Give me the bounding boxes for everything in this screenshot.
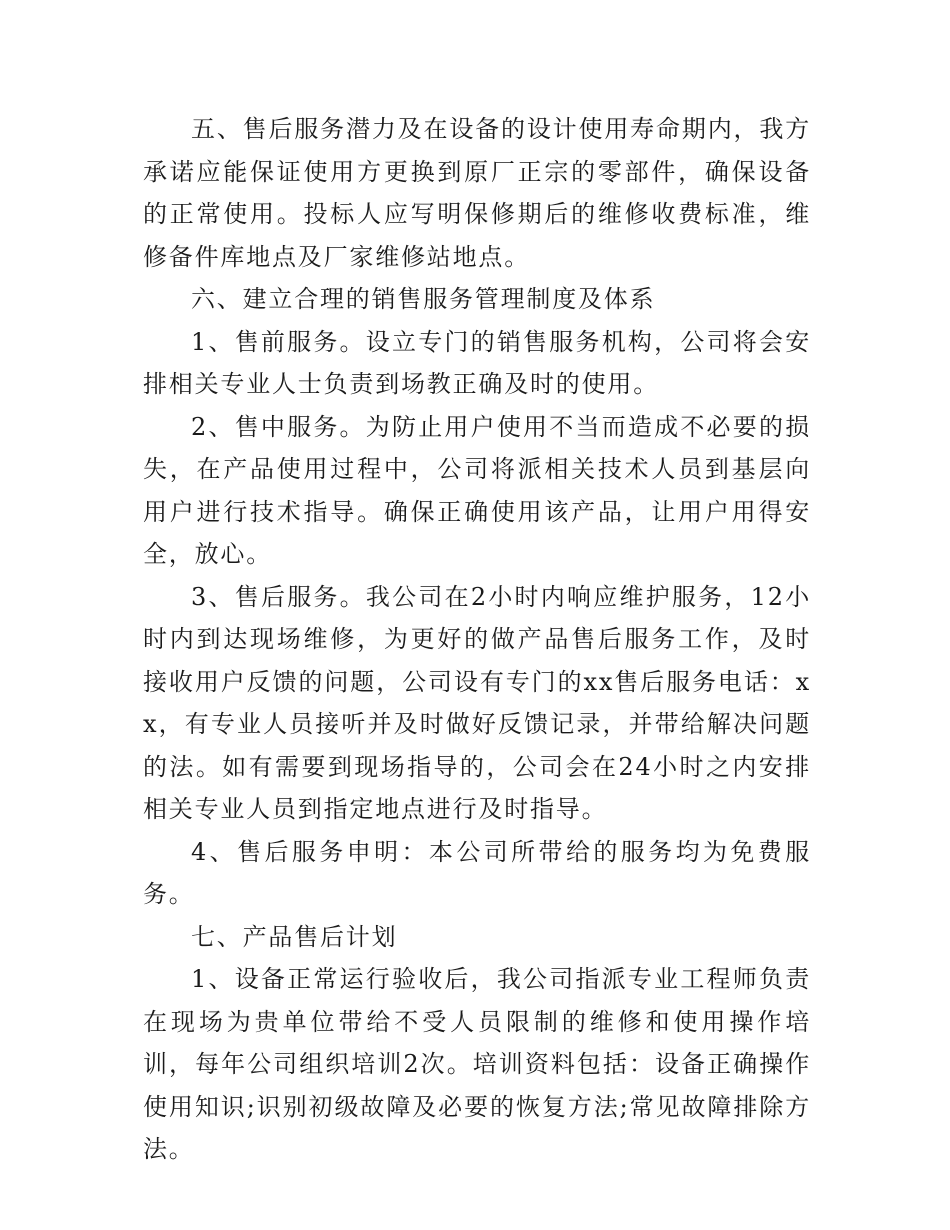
document-body bbox=[143, 108, 811, 1171]
heading-section-six: 六、建立合理的销售服务管理制度及体系 bbox=[191, 285, 656, 313]
paragraph-service-statement: 4、售后服务申明：本公司所带给的服务均为免费服务。 bbox=[143, 837, 811, 908]
paragraph-section-five: 五、售后服务潜力及在设备的设计使用寿命期内，我方承诺应能保证使用方更换到原厂正宗的零部件，确保设备的正常使用。投标人应写明保修期后的维修收费标准，维修备件库地点及厂家维修站地点。 bbox=[143, 115, 811, 271]
paragraph-after-sale: 3、售后服务。我公司在2小时内响应维护服务，12小时内到达现场维修，为更好的做产品售后服务工作，及时接收用户反馈的问题，公司设有专门的xx售后服务电话：xx，有专业人员接听并及时做好反馈记录，并带给解决问题的法。如有需要到现场指导的，公司会在24小时之内安排相关专业人员到指定地点进行及时指导。 bbox=[143, 582, 811, 823]
heading-section-seven: 七、产品售后计划 bbox=[191, 922, 398, 951]
paragraph-pre-sale: 1、售前服务。设立专门的销售服务机构，公司将会安排相关专业人士负责到场教正确及时的使用。 bbox=[143, 327, 811, 398]
paragraph-training-plan: 1、设备正常运行验收后，我公司指派专业工程师负责在现场为贵单位带给不受人员限制的维修和使用操作培训，每年公司组织培训2次。培训资料包括：设备正确操作使用知识;识别初级故障及必要的恢复方法;常见故障排除方法。 bbox=[143, 965, 811, 1163]
paragraph-in-sale: 2、售中服务。为防止用户使用不当而造成不必要的损失，在产品使用过程中，公司将派相关技术人员到基层向用户进行技术指导。确保正确使用该产品，让用户用得安全，放心。 bbox=[143, 412, 811, 568]
